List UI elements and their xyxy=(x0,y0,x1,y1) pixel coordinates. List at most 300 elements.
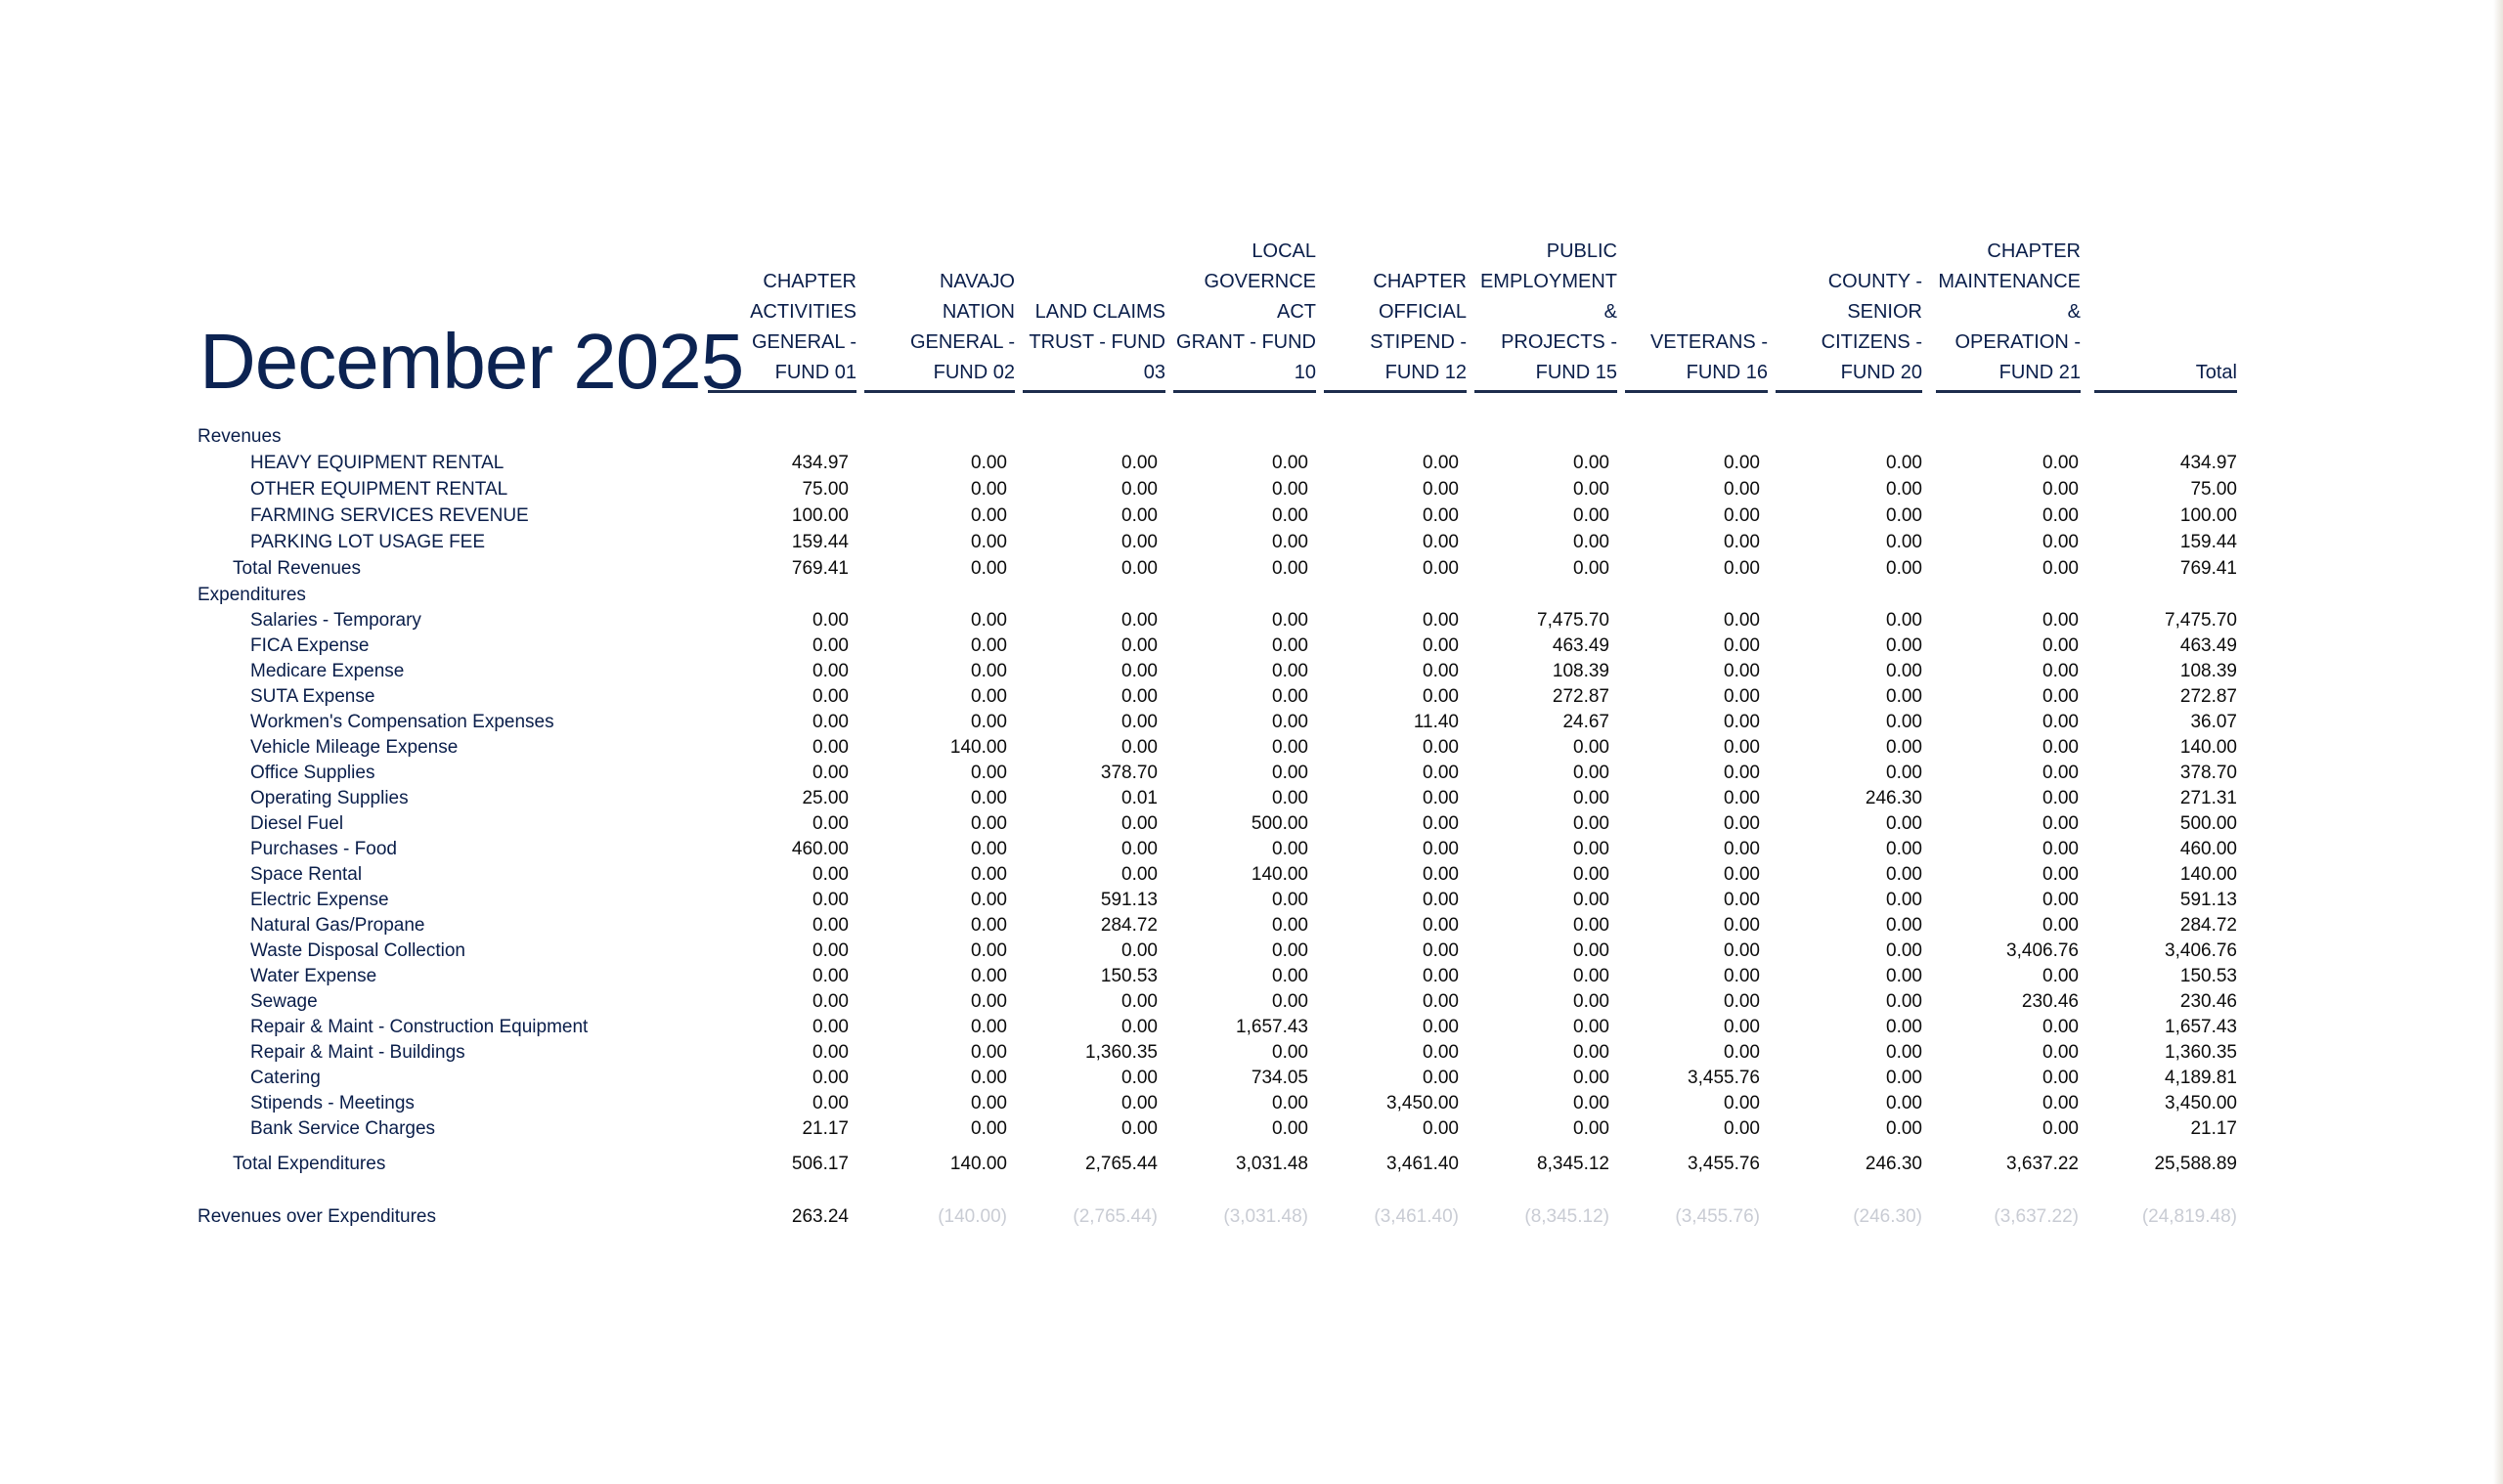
cell-value: 0.00 xyxy=(1724,839,1760,859)
cell-value: 3,031.48 xyxy=(1236,1154,1308,1174)
cell-value: 140.00 xyxy=(949,1154,1007,1174)
cell-value: 0.00 xyxy=(1423,558,1459,579)
row-label: Office Supplies xyxy=(250,763,375,783)
cell-value: 0.00 xyxy=(1423,991,1459,1012)
cell-value: 0.00 xyxy=(1121,635,1158,656)
cell-value: 3,406.76 xyxy=(2165,940,2237,961)
cell-value: 0.00 xyxy=(971,635,1007,656)
cell-value: 1,657.43 xyxy=(2165,1017,2237,1037)
cell-value: 0.00 xyxy=(1886,890,1922,910)
cell-value: 0.00 xyxy=(971,991,1007,1012)
cell-value: 4,189.81 xyxy=(2165,1068,2237,1088)
cell-value: 0.00 xyxy=(1724,610,1760,631)
cell-value: 0.00 xyxy=(1423,890,1459,910)
cell-value: 0.00 xyxy=(971,1017,1007,1037)
cell-value: 0.00 xyxy=(1886,839,1922,859)
cell-value: 0.00 xyxy=(1272,1093,1308,1113)
cell-value: 3,637.22 xyxy=(2006,1154,2079,1174)
cell-value: 159.44 xyxy=(791,532,849,552)
cell-value: 0.00 xyxy=(1423,532,1459,552)
cell-value: 3,455.76 xyxy=(1688,1068,1760,1088)
cell-value: 108.39 xyxy=(1552,661,1609,681)
table-row xyxy=(0,811,2503,837)
cell-value: 0.00 xyxy=(1886,712,1922,732)
row-label: Bank Service Charges xyxy=(250,1118,436,1139)
cell-value: (3,455.76) xyxy=(1675,1206,1760,1227)
cell-value: 0.00 xyxy=(971,940,1007,961)
cell-value: 0.00 xyxy=(971,532,1007,552)
cell-value: 0.00 xyxy=(1121,1068,1158,1088)
cell-value: 0.00 xyxy=(971,1042,1007,1063)
cell-value: 0.00 xyxy=(2042,610,2079,631)
cell-value: 0.00 xyxy=(1724,763,1760,783)
cell-value: 0.00 xyxy=(1886,1118,1922,1139)
cell-value: 263.24 xyxy=(791,1206,849,1227)
cell-value: 0.00 xyxy=(812,940,849,961)
cell-value: 0.00 xyxy=(1272,686,1308,707)
table-row xyxy=(0,477,2503,502)
table-row xyxy=(0,1040,2503,1066)
cell-value: 0.00 xyxy=(2042,915,2079,936)
table-row xyxy=(0,659,2503,684)
cell-value: 0.00 xyxy=(1886,864,1922,885)
cell-value: 3,461.40 xyxy=(1386,1154,1459,1174)
cell-value: 0.00 xyxy=(2042,864,2079,885)
cell-value: 0.00 xyxy=(1272,966,1308,986)
cell-value: 0.00 xyxy=(1121,661,1158,681)
cell-value: 0.00 xyxy=(812,1017,849,1037)
cell-value: 0.00 xyxy=(1121,1093,1158,1113)
cell-value: 0.00 xyxy=(971,890,1007,910)
cell-value: (2,765.44) xyxy=(1073,1206,1158,1227)
row-label: Water Expense xyxy=(250,966,377,986)
cell-value: 0.00 xyxy=(1886,453,1922,473)
row-label: PARKING LOT USAGE FEE xyxy=(250,532,486,552)
column-header-fund: COUNTY - SENIOR CITIZENS - FUND 20 xyxy=(1776,264,1922,393)
cell-value: 0.00 xyxy=(2042,661,2079,681)
cell-value: 0.00 xyxy=(812,864,849,885)
cell-value: 463.49 xyxy=(2179,635,2237,656)
table-row xyxy=(0,503,2503,529)
cell-value: 0.00 xyxy=(1423,813,1459,834)
cell-value: 0.00 xyxy=(812,1093,849,1113)
report-title: December 2025 xyxy=(199,318,744,405)
table-row xyxy=(0,1091,2503,1116)
cell-value: 0.00 xyxy=(2042,788,2079,808)
cell-value: 0.00 xyxy=(971,1068,1007,1088)
cell-value: 0.00 xyxy=(2042,635,2079,656)
cell-value: 0.00 xyxy=(2042,839,2079,859)
cell-value: 0.00 xyxy=(1573,479,1609,500)
cell-value: 100.00 xyxy=(2179,505,2237,526)
table-row xyxy=(0,633,2503,659)
cell-value: 0.00 xyxy=(1724,532,1760,552)
cell-value: 0.00 xyxy=(1573,864,1609,885)
row-label: Natural Gas/Propane xyxy=(250,915,425,936)
cell-value: 0.00 xyxy=(2042,532,2079,552)
cell-value: 0.00 xyxy=(1724,712,1760,732)
cell-value: 0.00 xyxy=(2042,479,2079,500)
cell-value: 159.44 xyxy=(2179,532,2237,552)
cell-value: 0.00 xyxy=(1724,558,1760,579)
table-row xyxy=(0,938,2503,964)
cell-value: 0.00 xyxy=(1121,737,1158,758)
cell-value: 0.00 xyxy=(1272,940,1308,961)
cell-value: 0.00 xyxy=(812,915,849,936)
table-row xyxy=(0,608,2503,633)
cell-value: 0.00 xyxy=(1423,635,1459,656)
cell-value: 0.00 xyxy=(812,763,849,783)
cell-value: 434.97 xyxy=(2179,453,2237,473)
cell-value: (3,461.40) xyxy=(1374,1206,1459,1227)
cell-value: 0.00 xyxy=(1886,1017,1922,1037)
table-row xyxy=(0,1015,2503,1040)
cell-value: 0.00 xyxy=(812,1068,849,1088)
column-header-fund: CHAPTER ACTIVITIES GENERAL - FUND 01 xyxy=(708,264,856,393)
cell-value: 0.00 xyxy=(1272,915,1308,936)
cell-value: 0.00 xyxy=(1886,991,1922,1012)
cell-value: 0.00 xyxy=(1724,505,1760,526)
cell-value: 0.00 xyxy=(1886,635,1922,656)
cell-value: 8,345.12 xyxy=(1537,1154,1609,1174)
cell-value: 0.00 xyxy=(1724,966,1760,986)
cell-value: 0.00 xyxy=(1724,453,1760,473)
cell-value: 0.00 xyxy=(812,610,849,631)
cell-value: 0.00 xyxy=(1121,686,1158,707)
cell-value: (3,637.22) xyxy=(1994,1206,2079,1227)
cell-value: 500.00 xyxy=(2179,813,2237,834)
cell-value: 0.00 xyxy=(1272,661,1308,681)
cell-value: 0.00 xyxy=(1724,864,1760,885)
cell-value: 0.00 xyxy=(1573,737,1609,758)
cell-value: 0.00 xyxy=(1573,915,1609,936)
cell-value: 0.00 xyxy=(2042,1118,2079,1139)
cell-value: 271.31 xyxy=(2179,788,2237,808)
cell-value: 0.00 xyxy=(2042,763,2079,783)
cell-value: 21.17 xyxy=(802,1118,849,1139)
cell-value: 0.00 xyxy=(1121,940,1158,961)
cell-value: 0.00 xyxy=(1886,940,1922,961)
cell-value: 0.00 xyxy=(1724,991,1760,1012)
cell-value: 0.00 xyxy=(812,966,849,986)
cell-value: 0.00 xyxy=(1121,839,1158,859)
cell-value: (246.30) xyxy=(1853,1206,1922,1227)
cell-value: 0.00 xyxy=(1724,1093,1760,1113)
column-header-fund: VETERANS - FUND 16 xyxy=(1625,264,1768,393)
row-label: Expenditures xyxy=(198,585,306,605)
table-row xyxy=(0,989,2503,1015)
cell-value: 0.00 xyxy=(1121,1017,1158,1037)
cell-value: 0.00 xyxy=(812,661,849,681)
row-label: Purchases - Food xyxy=(250,839,397,859)
row-label: Salaries - Temporary xyxy=(250,610,421,631)
cell-value: 0.00 xyxy=(1272,558,1308,579)
cell-value: 0.00 xyxy=(1724,479,1760,500)
cell-value: 460.00 xyxy=(791,839,849,859)
cell-value: 463.49 xyxy=(1552,635,1609,656)
cell-value: 0.00 xyxy=(1724,890,1760,910)
cell-value: 0.00 xyxy=(812,737,849,758)
cell-value: 230.46 xyxy=(2021,991,2079,1012)
cell-value: 769.41 xyxy=(2179,558,2237,579)
cell-value: 0.00 xyxy=(1886,1042,1922,1063)
column-header-fund: CHAPTER OFFICIAL STIPEND - FUND 12 xyxy=(1324,264,1467,393)
cell-value: 3,406.76 xyxy=(2006,940,2079,961)
cell-value: 0.00 xyxy=(1121,505,1158,526)
cell-value: 0.00 xyxy=(1423,915,1459,936)
cell-value: 0.00 xyxy=(2042,966,2079,986)
cell-value: 0.00 xyxy=(1121,712,1158,732)
cell-value: 0.00 xyxy=(812,1042,849,1063)
cell-value: 150.53 xyxy=(2179,966,2237,986)
cell-value: 0.00 xyxy=(1886,686,1922,707)
cell-value: 434.97 xyxy=(791,453,849,473)
row-label: SUTA Expense xyxy=(250,686,375,707)
table-row xyxy=(0,684,2503,710)
cell-value: 3,455.76 xyxy=(1688,1154,1760,1174)
cell-value: 0.00 xyxy=(971,839,1007,859)
cell-value: (140.00) xyxy=(938,1206,1007,1227)
cell-value: 0.00 xyxy=(971,1093,1007,1113)
row-label: Revenues over Expenditures xyxy=(198,1206,436,1227)
cell-value: 3,450.00 xyxy=(2165,1093,2237,1113)
cell-value: 378.70 xyxy=(2179,763,2237,783)
cell-value: 1,360.35 xyxy=(1085,1042,1158,1063)
cell-value: 1,657.43 xyxy=(1236,1017,1308,1037)
cell-value: 0.00 xyxy=(1724,915,1760,936)
row-label: Total Revenues xyxy=(233,558,361,579)
section-row xyxy=(0,1204,2503,1230)
cell-value: 0.00 xyxy=(1272,453,1308,473)
row-label: Revenues xyxy=(198,426,282,447)
cell-value: 0.00 xyxy=(1272,532,1308,552)
cell-value: 284.72 xyxy=(1100,915,1158,936)
cell-value: 0.00 xyxy=(1724,737,1760,758)
cell-value: 0.00 xyxy=(971,1118,1007,1139)
cell-value: (3,031.48) xyxy=(1223,1206,1308,1227)
cell-value: 0.00 xyxy=(1423,737,1459,758)
cell-value: 246.30 xyxy=(1865,788,1922,808)
table-row xyxy=(0,710,2503,735)
cell-value: 0.00 xyxy=(1886,915,1922,936)
cell-value: 7,475.70 xyxy=(1537,610,1609,631)
cell-value: 0.00 xyxy=(1573,788,1609,808)
cell-value: 284.72 xyxy=(2179,915,2237,936)
cell-value: 0.00 xyxy=(1423,686,1459,707)
column-header-fund: NAVAJO NATION GENERAL - FUND 02 xyxy=(864,264,1015,393)
cell-value: 0.00 xyxy=(971,712,1007,732)
row-label: FICA Expense xyxy=(250,635,370,656)
cell-value: 0.00 xyxy=(1121,610,1158,631)
cell-value: 0.00 xyxy=(1573,991,1609,1012)
cell-value: 140.00 xyxy=(2179,737,2237,758)
row-label: Space Rental xyxy=(250,864,363,885)
cell-value: 0.00 xyxy=(812,991,849,1012)
cell-value: 0.00 xyxy=(1423,505,1459,526)
cell-value: 75.00 xyxy=(2190,479,2237,500)
cell-value: 0.00 xyxy=(1272,712,1308,732)
row-label: Vehicle Mileage Expense xyxy=(250,737,459,758)
cell-value: 0.00 xyxy=(971,479,1007,500)
cell-value: 0.00 xyxy=(1272,763,1308,783)
cell-value: 25.00 xyxy=(802,788,849,808)
cell-value: 0.00 xyxy=(1423,1118,1459,1139)
cell-value: 24.67 xyxy=(1562,712,1609,732)
cell-value: 0.00 xyxy=(812,813,849,834)
cell-value: 230.46 xyxy=(2179,991,2237,1012)
cell-value: 0.00 xyxy=(1423,1042,1459,1063)
cell-value: 140.00 xyxy=(949,737,1007,758)
cell-value: 0.00 xyxy=(2042,712,2079,732)
row-label: Electric Expense xyxy=(250,890,389,910)
cell-value: 591.13 xyxy=(2179,890,2237,910)
cell-value: 0.00 xyxy=(2042,1017,2079,1037)
cell-value: 0.00 xyxy=(1886,532,1922,552)
cell-value: 0.00 xyxy=(971,558,1007,579)
table-row xyxy=(0,530,2503,555)
row-label: Diesel Fuel xyxy=(250,813,344,834)
column-header-fund: PUBLIC EMPLOYMENT & PROJECTS - FUND 15 xyxy=(1474,264,1617,393)
cell-value: 0.00 xyxy=(1573,1017,1609,1037)
cell-value: 0.00 xyxy=(1423,1068,1459,1088)
cell-value: 0.00 xyxy=(971,788,1007,808)
cell-value: 0.00 xyxy=(2042,890,2079,910)
cell-value: 0.00 xyxy=(1121,532,1158,552)
cell-value: 0.00 xyxy=(1423,940,1459,961)
cell-value: 0.00 xyxy=(1573,1042,1609,1063)
cell-value: 0.00 xyxy=(1423,763,1459,783)
cell-value: 0.00 xyxy=(971,915,1007,936)
cell-value: 500.00 xyxy=(1251,813,1308,834)
cell-value: 0.00 xyxy=(1573,940,1609,961)
cell-value: 0.00 xyxy=(2042,1068,2079,1088)
row-label: FARMING SERVICES REVENUE xyxy=(250,505,529,526)
cell-value: 0.00 xyxy=(971,686,1007,707)
cell-value: 0.00 xyxy=(1272,479,1308,500)
cell-value: 0.00 xyxy=(812,635,849,656)
cell-value: 0.00 xyxy=(1724,1042,1760,1063)
cell-value: (8,345.12) xyxy=(1524,1206,1609,1227)
cell-value: 7,475.70 xyxy=(2165,610,2237,631)
cell-value: 0.00 xyxy=(1573,763,1609,783)
cell-value: 0.00 xyxy=(1423,453,1459,473)
cell-value: 0.00 xyxy=(971,661,1007,681)
cell-value: 0.00 xyxy=(1272,505,1308,526)
cell-value: 0.00 xyxy=(812,712,849,732)
row-label: Repair & Maint - Construction Equipment xyxy=(250,1017,589,1037)
cell-value: 0.01 xyxy=(1121,788,1158,808)
cell-value: 0.00 xyxy=(1272,1042,1308,1063)
cell-value: 0.00 xyxy=(1423,661,1459,681)
cell-value: 0.00 xyxy=(2042,1093,2079,1113)
cell-value: 0.00 xyxy=(1573,532,1609,552)
cell-value: 0.00 xyxy=(971,813,1007,834)
cell-value: 0.00 xyxy=(1272,788,1308,808)
cell-value: 0.00 xyxy=(1886,813,1922,834)
cell-value: 0.00 xyxy=(1886,479,1922,500)
cell-value: 0.00 xyxy=(1121,813,1158,834)
cell-value: 0.00 xyxy=(1423,839,1459,859)
cell-value: 0.00 xyxy=(971,505,1007,526)
cell-value: 0.00 xyxy=(1886,558,1922,579)
table-row xyxy=(0,837,2503,862)
cell-value: 100.00 xyxy=(791,505,849,526)
cell-value: 0.00 xyxy=(2042,558,2079,579)
column-header-fund: CHAPTER MAINTENANCE & OPERATION - FUND 21 xyxy=(1936,264,2081,393)
cell-value: 272.87 xyxy=(2179,686,2237,707)
cell-value: 460.00 xyxy=(2179,839,2237,859)
total-row xyxy=(0,556,2503,582)
row-label: Total Expenditures xyxy=(233,1154,386,1174)
cell-value: 36.07 xyxy=(2190,712,2237,732)
cell-value: 0.00 xyxy=(1573,1068,1609,1088)
cell-value: 0.00 xyxy=(1573,505,1609,526)
cell-value: 0.00 xyxy=(1886,737,1922,758)
cell-value: 0.00 xyxy=(1724,661,1760,681)
cell-value: 0.00 xyxy=(1121,453,1158,473)
cell-value: 506.17 xyxy=(791,1154,849,1174)
cell-value: 0.00 xyxy=(1121,479,1158,500)
cell-value: 0.00 xyxy=(1272,890,1308,910)
cell-value: 0.00 xyxy=(1573,966,1609,986)
table-row xyxy=(0,964,2503,989)
cell-value: 0.00 xyxy=(1724,1017,1760,1037)
cell-value: 0.00 xyxy=(971,610,1007,631)
cell-value: 108.39 xyxy=(2179,661,2237,681)
cell-value: (24,819.48) xyxy=(2141,1206,2237,1227)
cell-value: 0.00 xyxy=(2042,737,2079,758)
cell-value: 0.00 xyxy=(812,686,849,707)
table-row xyxy=(0,761,2503,786)
cell-value: 0.00 xyxy=(1886,505,1922,526)
cell-value: 0.00 xyxy=(1121,558,1158,579)
cell-value: 0.00 xyxy=(971,763,1007,783)
table-row xyxy=(0,786,2503,811)
row-label: Catering xyxy=(250,1068,321,1088)
cell-value: 0.00 xyxy=(1121,864,1158,885)
cell-value: 0.00 xyxy=(1573,1118,1609,1139)
table-row xyxy=(0,735,2503,761)
cell-value: 2,765.44 xyxy=(1085,1154,1158,1174)
cell-value: 0.00 xyxy=(1573,813,1609,834)
cell-value: 0.00 xyxy=(1423,1017,1459,1037)
cell-value: 0.00 xyxy=(1573,1093,1609,1113)
cell-value: 0.00 xyxy=(1724,788,1760,808)
row-label: Repair & Maint - Buildings xyxy=(250,1042,465,1063)
table-row xyxy=(0,451,2503,476)
total-row xyxy=(0,1152,2503,1177)
cell-value: 3,450.00 xyxy=(1386,1093,1459,1113)
row-label: Sewage xyxy=(250,991,318,1012)
cell-value: 272.87 xyxy=(1552,686,1609,707)
cell-value: 0.00 xyxy=(812,890,849,910)
cell-value: 140.00 xyxy=(1251,864,1308,885)
table-row xyxy=(0,913,2503,938)
cell-value: 0.00 xyxy=(2042,813,2079,834)
section-row xyxy=(0,583,2503,608)
cell-value: 0.00 xyxy=(2042,1042,2079,1063)
cell-value: 0.00 xyxy=(1272,737,1308,758)
cell-value: 0.00 xyxy=(1272,610,1308,631)
cell-value: 0.00 xyxy=(1423,788,1459,808)
cell-value: 0.00 xyxy=(971,453,1007,473)
row-label: Waste Disposal Collection xyxy=(250,940,465,961)
section-row xyxy=(0,424,2503,450)
cell-value: 0.00 xyxy=(1573,839,1609,859)
cell-value: 21.17 xyxy=(2190,1118,2237,1139)
cell-value: 11.40 xyxy=(1413,712,1459,732)
cell-value: 0.00 xyxy=(2042,686,2079,707)
